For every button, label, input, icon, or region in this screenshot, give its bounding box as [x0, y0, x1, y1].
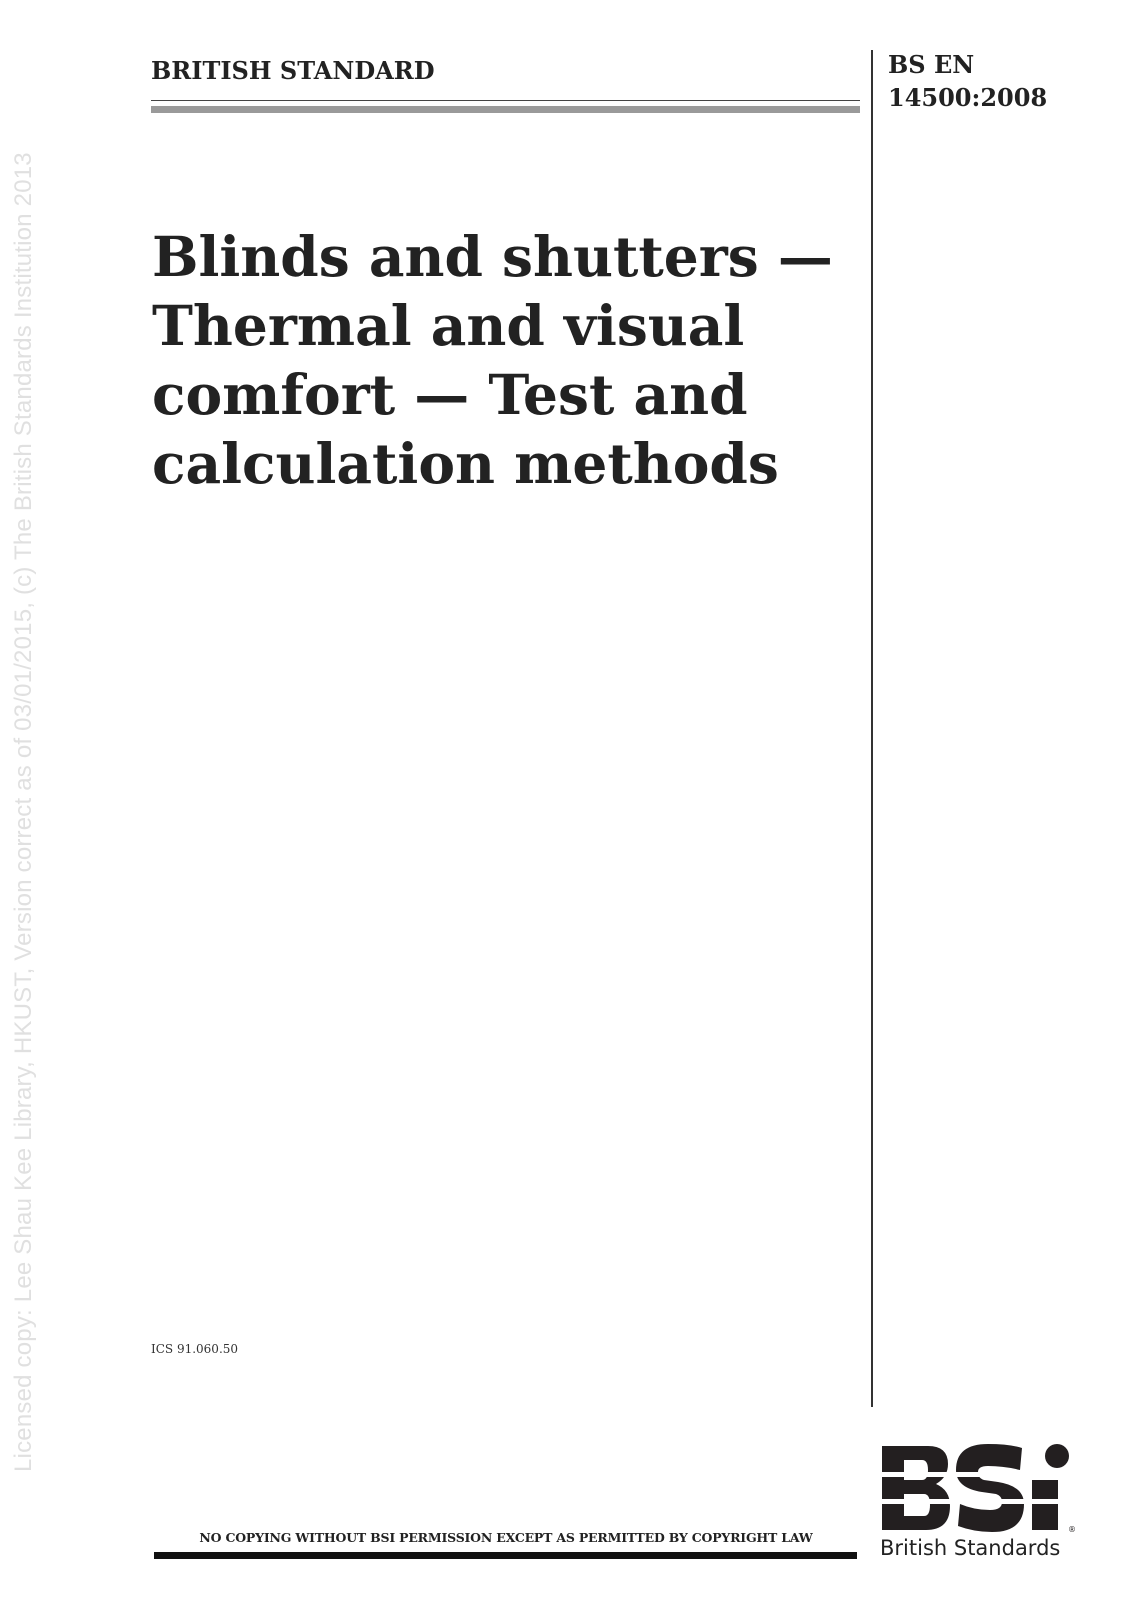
document-title [152, 222, 852, 498]
title-line-4: calculation methods [152, 431, 779, 496]
header-rule-thick [151, 106, 860, 113]
license-watermark: Licensed copy: Lee Shau Kee Library, HKUST, Version correct as of 03/01/2015, (c) The British Standards Institution 2013 [10, 152, 37, 1472]
vertical-divider [871, 50, 873, 1407]
standard-number [888, 48, 1047, 114]
title-line-1: Blinds and shutters — [152, 224, 833, 289]
title-line-2: Thermal and visual [152, 293, 745, 358]
copyright-notice: NO COPYING WITHOUT BSI PERMISSION EXCEPT AS PERMITTED BY COPYRIGHT LAW [199, 1530, 813, 1545]
document-type-label: BRITISH STANDARD [151, 56, 435, 85]
bsi-logo-icon [878, 1444, 1080, 1534]
standard-number-line2: 14500:2008 [888, 83, 1048, 112]
footer-rule [154, 1552, 857, 1559]
title-line-3: comfort — Test and [152, 362, 748, 427]
bsi-logo-caption: British Standards [880, 1536, 1061, 1560]
ics-code: ICS 91.060.50 [151, 1342, 239, 1356]
header-rule-thin [151, 100, 860, 101]
svg-text:®: ® [1068, 1525, 1076, 1534]
standard-number-line1: BS EN [888, 50, 975, 79]
